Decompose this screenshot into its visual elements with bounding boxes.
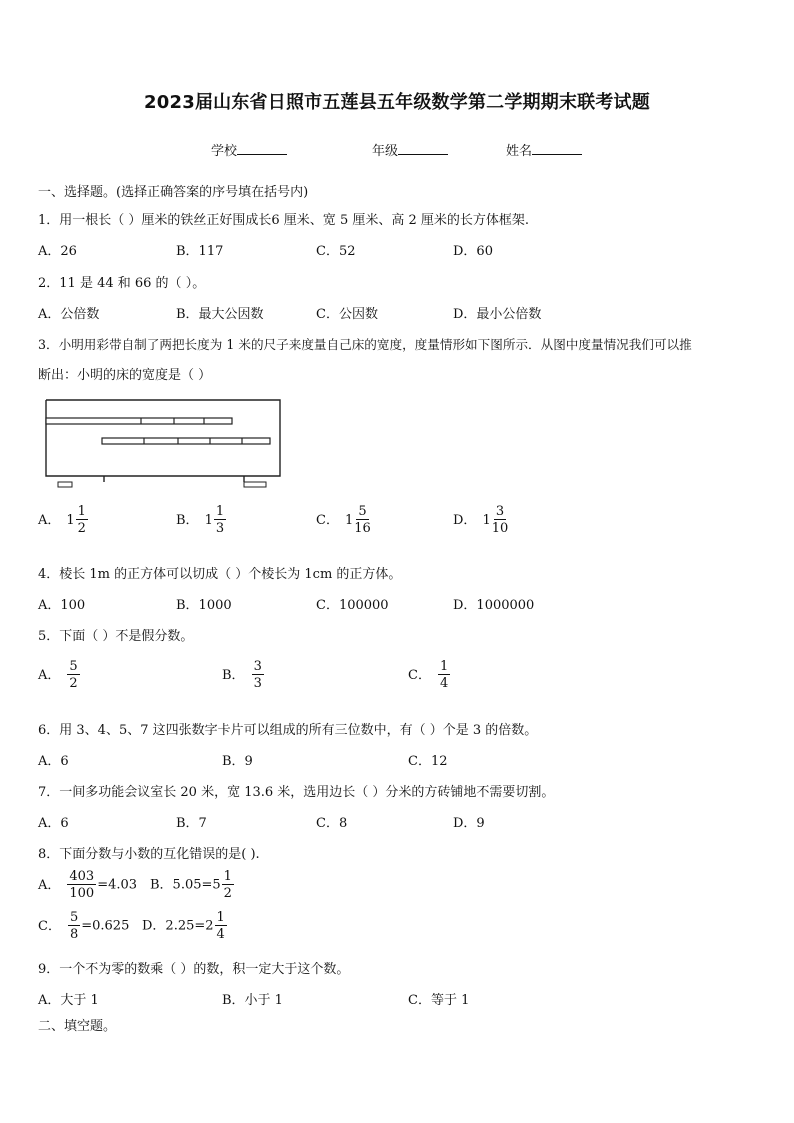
q6-option-b: B．9 [222,754,253,769]
question-5: 5．下面（ ）不是假分数。 [38,629,194,644]
q8-option-b-label: B．5.05=5 [150,877,221,893]
grade-label: 年级 [372,144,399,159]
q3-a-whole: 1 [66,512,75,528]
q5-c-numerator: 1 [439,659,449,674]
q6-option-a: A．6 [38,754,69,769]
q8-a-numerator: 403 [69,869,95,884]
q8-b-denominator: 2 [223,886,232,901]
q8-option-d [142,911,228,941]
q8-option-a-label: A． [38,877,61,893]
q1-option-a: A．26 [38,244,77,259]
q4-option-a: A．100 [38,598,86,613]
q3-d-numerator: 3 [495,504,505,519]
q8-d-numerator: 1 [216,910,225,925]
q8-a-rest: =4.03 [97,877,138,893]
q3-a-denominator: 2 [77,521,86,536]
question-3-line-2: 断出：小明的床的宽度是（ ） [38,368,212,383]
q2-option-b: B．最大公因数 [176,307,264,322]
q8-option-d-label: D．2.25=2 [142,918,214,934]
q9-option-b: B．小于 1 [222,993,283,1008]
q3-b-denominator: 3 [215,521,225,536]
q8-option-b [150,870,235,900]
q3-c-numerator: 5 [358,504,367,519]
q7-option-c: C．8 [316,816,348,831]
q8-option-c-label: C． [38,918,61,934]
question-7: 7．一间多功能会议室长 20 米，宽 13.6 米，选用边长（ ）分米的方砖铺地不需要切割。 [38,785,555,800]
q4-option-c: C．100000 [316,598,389,613]
q8-c-rest: =0.625 [81,918,130,934]
name-field [506,140,582,159]
q5-b-denominator: 3 [253,676,262,691]
q7-option-b: B．7 [176,816,207,831]
q2-option-d: D．最小公倍数 [453,307,542,322]
question-6: 6．用 3、4、5、7 这四张数字卡片可以组成的所有三位数中，有（ ）个是 3 的倍数。 [38,723,538,738]
q7-option-d: D．9 [453,816,485,831]
q5-option-a-label: A． [38,667,61,683]
q5-a-denominator: 2 [69,676,78,691]
q3-a-numerator: 1 [77,504,86,519]
section1-heading: 一、选择题。(选择正确答案的序号填在括号内) [38,185,309,200]
bed-ruler-figure [44,396,284,488]
q8-c-denominator: 8 [69,927,79,942]
q5-option-c [408,660,451,690]
q1-option-c: C．52 [316,244,356,259]
q3-option-a-label: A． [38,512,61,528]
q3-b-numerator: 1 [215,504,225,519]
school-blank [237,142,287,155]
q1-option-d: D．60 [453,244,493,259]
q5-c-denominator: 4 [439,676,449,691]
q3-option-c [316,505,372,535]
q2-option-c: C．公因数 [316,307,378,322]
question-4: 4．棱长 1m 的正方体可以切成（ ）个棱长为 1cm 的正方体。 [38,567,402,582]
q3-option-d-label: D． [453,512,477,528]
question-8: 8．下面分数与小数的互化错误的是( ). [38,847,260,862]
grade-field [372,140,448,159]
q7-option-a: A．6 [38,816,69,831]
q8-b-numerator: 1 [223,869,232,884]
q4-option-d: D．1000000 [453,598,535,613]
school-label: 学校 [211,144,238,159]
q3-c-whole: 1 [344,512,354,528]
q8-d-denominator: 4 [216,927,225,942]
q6-option-c: C．12 [408,754,448,769]
grade-blank [398,142,448,155]
q3-option-b-label: B． [176,512,199,528]
q3-d-denominator: 10 [491,521,509,536]
question-2: 2．11 是 44 和 66 的（ ）。 [38,276,206,291]
q9-option-c: C．等于 1 [408,993,470,1008]
q5-option-b [222,660,265,690]
name-blank [532,142,582,155]
section2-heading: 二、填空题。 [38,1019,117,1034]
q3-option-d [453,505,509,535]
q8-option-c [38,911,129,941]
q9-option-a: A．大于 1 [38,993,99,1008]
q5-option-a [38,660,81,690]
q3-c-denominator: 16 [354,521,371,536]
q3-d-whole: 1 [482,512,491,528]
q3-option-b [176,505,227,535]
q8-c-numerator: 5 [69,910,79,925]
q2-option-a: A．公倍数 [38,307,100,322]
q5-option-b-label: B． [222,667,245,683]
page-title: 2023届山东省日照市五莲县五年级数学第二学期期末联考试题 [144,92,650,113]
q1-option-b: B．117 [176,244,224,259]
q8-option-a [38,870,137,900]
q5-a-numerator: 5 [69,659,78,674]
name-label: 姓名 [506,144,533,159]
q3-option-a [38,505,89,535]
q5-option-c-label: C． [408,667,431,683]
q3-option-c-label: C． [316,512,339,528]
question-1: 1．用一根长（ ）厘米的铁丝正好围成长6 厘米、宽 5 厘米、高 2 厘米的长方体框架. [38,213,530,228]
q4-option-b: B．1000 [176,598,232,613]
question-9: 9．一个不为零的数乘（ ）的数，积一定大于这个数。 [38,962,350,977]
q8-a-denominator: 100 [69,886,95,901]
q5-b-numerator: 3 [253,659,262,674]
school-field [211,140,287,159]
q3-b-whole: 1 [204,512,213,528]
question-3-line-1: 3．小明用彩带自制了两把长度为 1 米的尺子来度量自己床的宽度，度量情形如下图所示．从图中度量情况我们可以推 [38,337,692,352]
